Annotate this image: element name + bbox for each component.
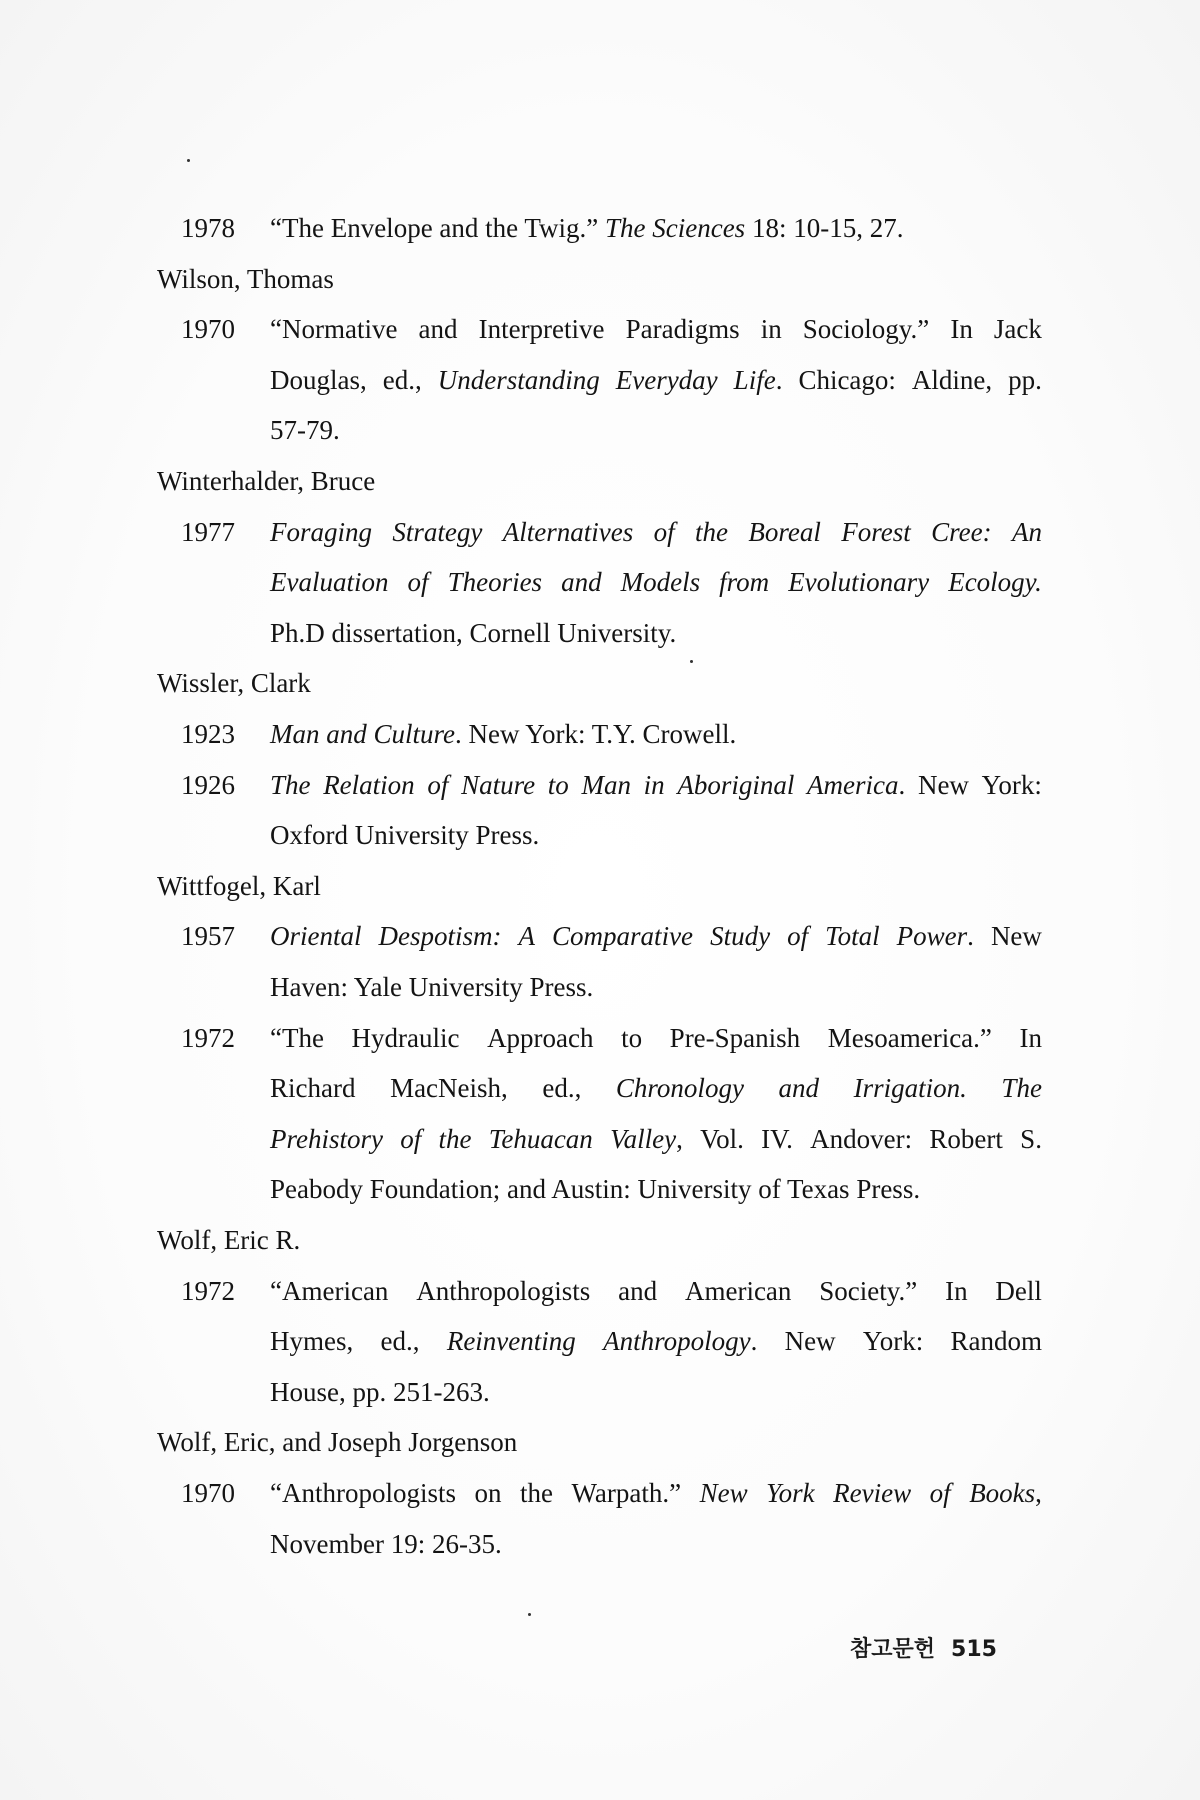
citation-word: Books, xyxy=(969,1478,1042,1508)
citation-title-word: of xyxy=(407,567,429,598)
citation-title-word: from xyxy=(719,567,770,598)
citation-text: House, pp. 251-263. xyxy=(270,1376,490,1407)
citation-word: Vol. xyxy=(700,1123,744,1154)
citation-word: American xyxy=(684,1275,792,1306)
citation-line xyxy=(270,765,1042,805)
citation-title-word: Despotism: xyxy=(378,921,502,952)
citation-line xyxy=(270,309,1042,349)
author-heading: Wissler, Clark xyxy=(157,668,311,699)
citation-title-word: New xyxy=(699,1478,748,1508)
page-number: 515 xyxy=(951,1637,997,1662)
citation-line xyxy=(270,714,1042,754)
citation-text: Oxford University Press. xyxy=(270,820,540,851)
citation-title-word: of xyxy=(427,769,449,800)
citation-word: pp. xyxy=(1008,364,1042,395)
page-footer xyxy=(850,1632,997,1663)
citation-title-word: Everyday xyxy=(615,364,718,395)
citation-title-word: of xyxy=(653,516,675,547)
citation-word: Anthropology. xyxy=(603,1326,758,1357)
citation-word: “Normative xyxy=(270,314,398,345)
citation-word: Mesoamerica.” xyxy=(827,1022,992,1053)
citation-line xyxy=(270,208,1042,248)
citation-line xyxy=(270,1119,1042,1159)
citation-title-word: to xyxy=(547,769,569,800)
citation-word: to xyxy=(621,1022,643,1053)
citation-title-word: America xyxy=(807,769,899,800)
citation-word: Valley, xyxy=(610,1123,683,1154)
citation-line xyxy=(270,410,1042,450)
citation-word: ed., xyxy=(382,364,422,395)
citation-title-word: Theories xyxy=(447,567,543,598)
citation-text: November 19: 26-35. xyxy=(270,1528,502,1559)
citation-title-word: and xyxy=(561,567,602,598)
citation-word: “The xyxy=(270,1022,324,1053)
citation-line xyxy=(270,815,1042,855)
citation-word: New xyxy=(784,1326,836,1357)
citation-title-italic: Man and Culture xyxy=(270,719,455,749)
citation-word: Aldine, xyxy=(911,364,993,395)
citation-title-word: Aboriginal xyxy=(677,769,795,800)
citation-title-italic: The Sciences xyxy=(605,213,746,243)
citation-word: Andover: xyxy=(810,1123,913,1154)
author-heading: Wolf, Eric R. xyxy=(157,1225,301,1255)
citation-word: In xyxy=(945,1275,968,1306)
citation-word: Anthropologists xyxy=(416,1275,591,1306)
entry-year: 1926 xyxy=(181,769,235,800)
citation-word: “American xyxy=(270,1275,389,1306)
citation-title-word: Chronology xyxy=(615,1073,744,1104)
citation-line xyxy=(270,613,1042,653)
author-heading: Winterhalder, Bruce xyxy=(157,466,376,496)
entry-year: 1923 xyxy=(181,719,235,749)
citation-title-word: Oriental xyxy=(270,921,362,952)
citation-word: York: xyxy=(862,1326,924,1357)
citation-title-word: Relation xyxy=(323,769,415,800)
citation-title-word: Life xyxy=(733,364,776,395)
citation-line xyxy=(270,1018,1042,1058)
citation-word: York: xyxy=(981,769,1042,800)
citation-title-word: of xyxy=(929,1478,951,1508)
citation-title-word: Anthropology xyxy=(603,1326,751,1357)
citation-title-word: in xyxy=(643,769,665,800)
entry-year: 1970 xyxy=(181,1478,235,1508)
citation-word: in xyxy=(760,314,782,345)
entry-year: 1957 xyxy=(181,921,235,952)
citation-line xyxy=(270,1169,1042,1209)
citation-title-word: of xyxy=(787,921,809,952)
author-heading: Wilson, Thomas xyxy=(157,263,334,294)
author-heading: Wittfogel, Karl xyxy=(157,870,321,901)
citation-title-word: Study xyxy=(710,921,771,952)
citation-word: ed., xyxy=(542,1073,582,1104)
citation-word: Douglas, xyxy=(270,364,367,395)
citation-word: MacNeish, xyxy=(390,1073,508,1104)
citation-title-word: Power xyxy=(896,921,968,952)
citation-word: Hymes, xyxy=(270,1326,354,1357)
citation-title-word: Tehuacan xyxy=(488,1123,593,1154)
citation-title-word: the xyxy=(694,516,728,547)
citation-line xyxy=(270,562,1042,602)
scan-speck xyxy=(690,660,693,663)
entry-year: 1978 xyxy=(181,213,235,243)
citation-word: Society.” xyxy=(819,1275,918,1306)
citation-title-word: the xyxy=(438,1123,472,1154)
citation-title-word: York xyxy=(766,1478,815,1508)
citation-word: Sociology.” xyxy=(802,314,930,345)
citation-title-word: Ecology. xyxy=(948,567,1042,598)
citation-text: . New York: T.Y. Crowell. xyxy=(455,719,737,749)
author-heading: Wolf, Eric, and Joseph Jorgenson xyxy=(157,1427,518,1458)
citation-title-word: The xyxy=(270,769,311,800)
entry-year: 1970 xyxy=(181,314,235,345)
citation-word: on xyxy=(474,1478,502,1508)
citation-line xyxy=(270,916,1042,956)
entry-year: 1977 xyxy=(181,516,235,547)
citation-title-word: Irrigation. xyxy=(853,1073,967,1104)
citation-title-word: Foraging xyxy=(270,516,373,547)
citation-title-word: Comparative xyxy=(552,921,694,952)
citation-line xyxy=(270,1473,1042,1513)
citation-word: “Anthropologists xyxy=(270,1478,456,1508)
citation-text: Peabody Foundation; and Austin: University of Texas Press. xyxy=(270,1174,921,1205)
citation-word: New xyxy=(990,921,1042,952)
citation-word: Richard xyxy=(270,1073,356,1104)
running-section-title: 참고문헌 xyxy=(850,1637,936,1662)
citation-title-word: Review xyxy=(833,1478,912,1508)
citation-line xyxy=(270,1068,1042,1108)
citation-title-word: Understanding xyxy=(437,364,600,395)
citation-title-word: Cree: xyxy=(931,516,992,547)
citation-title-word: Man xyxy=(581,769,631,800)
citation-word: New xyxy=(917,769,969,800)
citation-text: 57-79. xyxy=(270,415,340,446)
citation-text: “The Envelope and the Twig.” xyxy=(270,213,605,243)
citation-word: Approach xyxy=(487,1022,594,1053)
citation-title-word: Models xyxy=(620,567,701,598)
citation-title-word: Alternatives xyxy=(502,516,634,547)
citation-title-word: of xyxy=(400,1123,422,1154)
citation-text: 18: 10-15, 27. xyxy=(745,213,904,243)
citation-word: Robert xyxy=(929,1123,1003,1154)
citation-word: Random xyxy=(950,1326,1042,1357)
citation-title-word: Books xyxy=(969,1478,1036,1508)
citation-title-word: A xyxy=(518,921,536,952)
citation-text: Ph.D dissertation, Cornell University. xyxy=(270,617,677,648)
citation-word: Pre-Spanish xyxy=(669,1022,801,1053)
citation-word: Power. xyxy=(896,921,974,952)
citation-title-word: Evolutionary xyxy=(788,567,930,598)
citation-title-word: Total xyxy=(825,921,880,952)
citation-word: America. xyxy=(807,769,906,800)
citation-line xyxy=(270,512,1042,552)
citation-text: Haven: Yale University Press. xyxy=(270,972,594,1002)
citation-title-word: Forest xyxy=(841,516,911,547)
entry-year: 1972 xyxy=(181,1022,235,1053)
citation-word: and xyxy=(618,1275,658,1306)
scan-speck xyxy=(528,1613,531,1616)
citation-title-word: An xyxy=(1011,516,1042,547)
citation-word: Life. xyxy=(733,364,783,395)
citation-line xyxy=(270,1321,1042,1361)
citation-word: Warpath.” xyxy=(571,1478,682,1508)
citation-word: In xyxy=(1019,1022,1042,1053)
citation-title-word: and xyxy=(778,1073,819,1104)
entry-year: 1972 xyxy=(181,1275,235,1306)
citation-line xyxy=(270,1372,1042,1412)
citation-line xyxy=(270,967,1042,1007)
citation-word: Paradigms xyxy=(625,314,740,345)
citation-title-word: Boreal xyxy=(748,516,821,547)
citation-title-word: Strategy xyxy=(392,516,483,547)
citation-title-word: The xyxy=(1001,1073,1042,1104)
citation-word: Dell xyxy=(995,1275,1042,1306)
citation-title-word: Prehistory xyxy=(270,1123,383,1154)
citation-word: the xyxy=(520,1478,554,1508)
citation-line xyxy=(270,360,1042,400)
citation-word: ed., xyxy=(380,1326,420,1357)
citation-word: Hydraulic xyxy=(351,1022,460,1053)
citation-word: and xyxy=(418,314,458,345)
citation-line xyxy=(270,1271,1042,1311)
citation-title-word: Nature xyxy=(461,769,536,800)
citation-word: Chicago: xyxy=(798,364,896,395)
citation-title-word: Evaluation xyxy=(270,567,389,598)
citation-word: In xyxy=(950,314,973,345)
citation-word: Jack xyxy=(993,314,1042,345)
citation-word: Interpretive xyxy=(478,314,605,345)
citation-title-word: Reinventing xyxy=(446,1326,576,1357)
scan-speck xyxy=(187,159,190,162)
citation-title-word: Valley xyxy=(610,1123,677,1154)
citation-word: S. xyxy=(1020,1123,1042,1154)
citation-word: IV. xyxy=(761,1123,793,1154)
citation-line xyxy=(270,1524,1042,1564)
